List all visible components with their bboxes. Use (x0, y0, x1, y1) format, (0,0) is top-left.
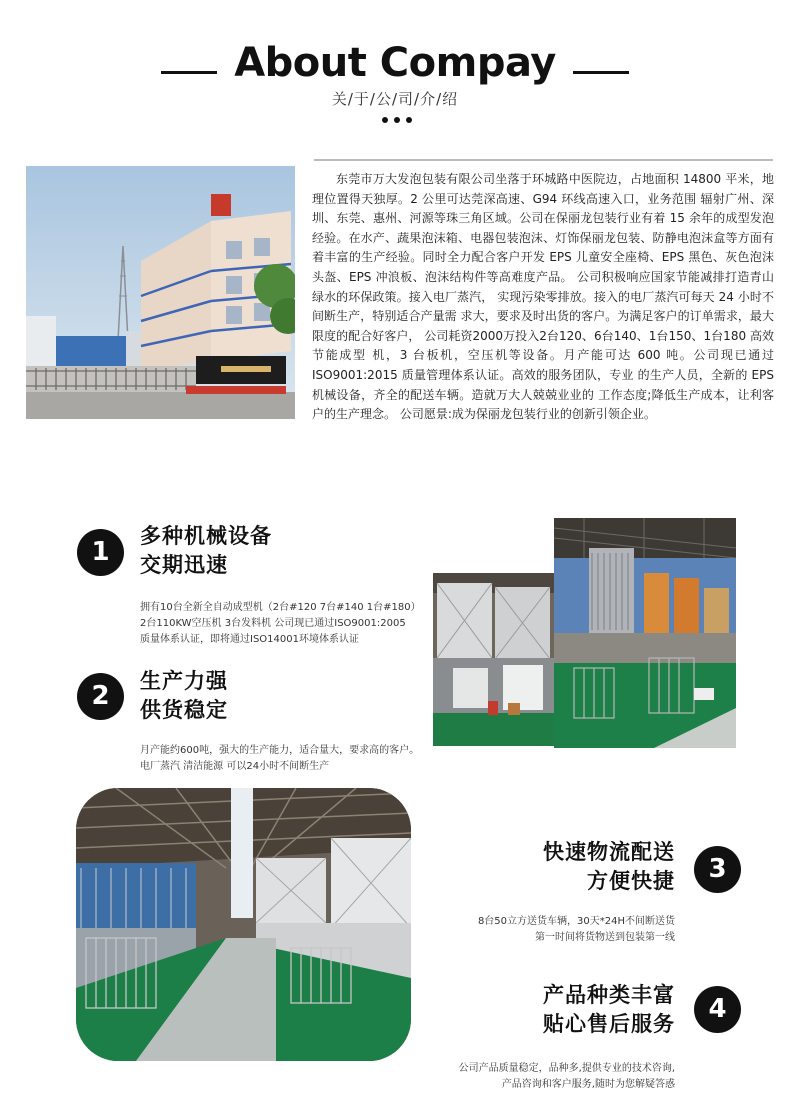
page-subtitle: 关/于/公/司/介/绍 (331, 90, 459, 108)
feature-title-3: 快速物流配送 方便快捷 (543, 840, 675, 893)
feature-number-1: 1 (77, 529, 124, 576)
intro-rule (314, 159, 773, 161)
intro-paragraph: 东莞市万大发泡包装有限公司坐落于环城路中医院边，占地面积 14800 平米，地理位置得天独厚。2 公里可达莞深高速、G94 环线高速入口，业务范围 辐射广州、深圳、东莞、惠州、河源等珠三角区域。公司在保丽龙包装行业有着 15 余年的成型发泡经验。在水产、蔬果泡沫箱、电器包装泡沫、灯饰保丽龙包装、防静电泡沫盒等方面有着丰富的生产经验。同时全力配合客户开发 EPS 儿童安全座椅、EPS 黑色、灰色泡沫头盔、EPS 冲浪板、泡沫结构件等高难度产品。 公司积极响应国家节能减排打造青山绿水的环保政策。接入电厂蒸汽， 实现污染零排放。接入的电厂蒸汽可每天 24 小时不间断生产，特别适合产量需 求大，要求及时出货的客户。为满足客户的订单需求，最大限度的配合好客户， 公司耗资2000万投入2台120、6台140、1台150、1台180 高效节能成型 机，3 台板机，空压机等设备。月产能可达 600 吨。公司现已通过 ISO9001:2015 质量管理体系认证。高效的服务团队，专业 的生产人员，全新的 EPS 机械设备，齐全的配送车辆。造就万大人兢兢业业的 工作态度;降低生产成本，让利客户的生产理念。 公司愿景:成为保丽龙包装行业的创新引领企业。 (312, 172, 774, 422)
feature-number-4: 4 (694, 986, 741, 1033)
molding-machines-photo (554, 518, 736, 748)
feature-title-1: 多种机械设备 交期迅速 (140, 524, 272, 577)
feature-number-3: 3 (694, 846, 741, 893)
feature-title-4: 产品种类丰富 贴心售后服务 (543, 983, 675, 1036)
feature-title-2: 生产力强 供货稳定 (140, 669, 228, 722)
storage-silos-photo (433, 573, 560, 746)
feature-desc-2: 月产能约600吨，强大的生产能力，适合量大，要求高的客户。 电厂蒸汽 清洁能源 可以24小时不间断生产 (140, 745, 420, 772)
feature-desc-1: 拥有10台全新全自动成型机（2台#120 7台#140 1台#180） 2台110KW空压机 3台发料机 公司现已通过ISO9001:2005 质量体系认证，即将通过ISO14001环境体系认证 (140, 602, 421, 645)
workshop-interior-photo (76, 788, 411, 1061)
decorative-dots (382, 117, 412, 123)
feature-number-2: 2 (77, 673, 124, 720)
feature-desc-4: 公司产品质量稳定，品种多,提供专业的技术咨询, 产品咨询和客户服务,随时为您解疑答惑 (458, 1063, 675, 1090)
page-title: About Compay (234, 40, 556, 86)
feature-desc-3: 8台50立方送货车辆，30天*24H不间断送货 第一时间将货物送到包装第一线 (477, 916, 675, 943)
factory-building-photo (26, 166, 295, 419)
